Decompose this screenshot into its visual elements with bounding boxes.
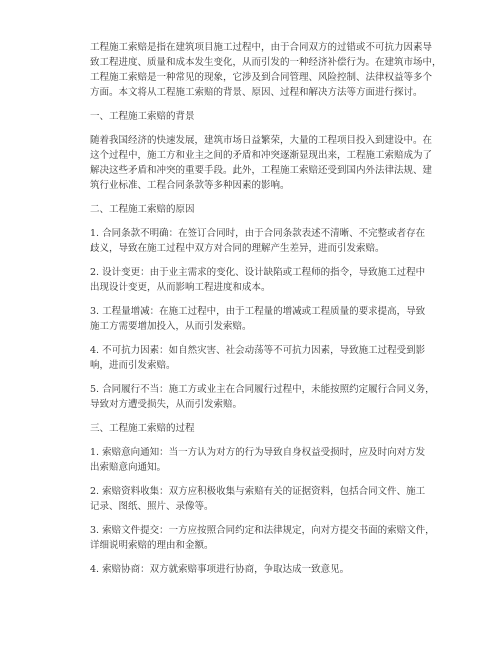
list-item-line: 歧义，导致在施工过程中双方对合同的理解产生差异，进而引发索赔。 (90, 243, 385, 254)
list-item-line: 1. 索赔意向通知：当一方认为对方的行为导致自身权益受损时，应及时向对方发 (90, 447, 426, 458)
list-item-line: 导致对方遭受损失，从而引发索赔。 (90, 399, 243, 410)
list-item-line: 3. 索赔文件提交：一方应按照合同约定和法律规定，向对方提交书面的索赔文件， (90, 525, 435, 536)
list-item (90, 484, 442, 514)
list-item (90, 562, 442, 577)
list-item-line: 4. 不可抗力因素：如自然灾害、社会动荡等不可抗力因素，导致施工过程受到影 (90, 345, 426, 356)
list-item (90, 382, 442, 412)
list-item-line: 3. 工程量增减：在施工过程中，由于工程量的增减或工程质量的要求提高，导致 (90, 306, 426, 317)
paragraph-line: 筑行业标准、工程合同条款等多种因素的影响。 (90, 180, 290, 191)
list-item (90, 226, 442, 256)
section-1-heading: 一、工程施工索赔的背景 (90, 111, 195, 122)
intro-line: 工程施工索赔是指在建筑项目施工过程中，由于合同双方的过错或不可抗力因素导 (90, 42, 433, 53)
list-item-line: 2. 索赔资料收集：双方应积极收集与索赔有关的证据资料，包括合同文件、施工 (90, 486, 426, 497)
list-item-line: 记录、图纸、照片、录像等。 (90, 501, 214, 512)
list-item (90, 265, 442, 295)
paragraph-line: 随着我国经济的快速发展，建筑市场日益繁荣，大量的工程项目投入到建设中。在 (90, 135, 433, 146)
paragraph-line: 解决这些矛盾和冲突的重要手段。此外，工程施工索赔还受到国内外法律法规、建 (90, 165, 433, 176)
list-item-line: 响，进而引发索赔。 (90, 360, 176, 371)
list-item-line: 详细说明索赔的理由和金额。 (90, 540, 214, 551)
list-item (90, 445, 442, 475)
list-item (90, 304, 442, 334)
list-item-line: 2. 设计变更：由于业主需求的变化、设计缺陷或工程师的指令，导致施工过程中 (90, 267, 426, 278)
list-item-line: 5. 合同履行不当：施工方或业主在合同履行过程中，未能按照约定履行合同义务， (90, 384, 435, 395)
intro-paragraph (90, 40, 442, 100)
intro-line: 方面。本文将从工程施工索赔的背景、原因、过程和解决方法等方面进行探讨。 (90, 87, 423, 98)
list-item-line: 4. 索赔协商：双方就索赔事项进行协商，争取达成一致意见。 (90, 564, 350, 575)
list-item (90, 523, 442, 553)
list-item-line: 施工方需要增加投入，从而引发索赔。 (90, 321, 252, 332)
section-2-heading: 二、工程施工索赔的原因 (90, 204, 195, 215)
list-item-line: 出现设计变更，从而影响工程进度和成本。 (90, 282, 271, 293)
section-1-paragraph (90, 133, 442, 193)
list-item-line: 1. 合同条款不明确：在签订合同时，由于合同条款表述不清晰、不完整或者存在 (90, 228, 426, 239)
intro-line: 工程施工索赔是一种常见的现象，它涉及到合同管理、风险控制、法律权益等多个 (90, 72, 433, 83)
paragraph-line: 这个过程中，施工方和业主之间的矛盾和冲突逐渐显现出来，工程施工索赔成为了 (90, 150, 433, 161)
section-3-heading: 三、工程施工索赔的过程 (90, 423, 195, 434)
document-body (90, 40, 442, 586)
intro-line: 致工程进度、质量和成本发生变化，从而引发的一种经济补偿行为。在建筑市场中， (90, 57, 442, 68)
list-item (90, 343, 442, 373)
list-item-line: 出索赔意向通知。 (90, 462, 167, 473)
